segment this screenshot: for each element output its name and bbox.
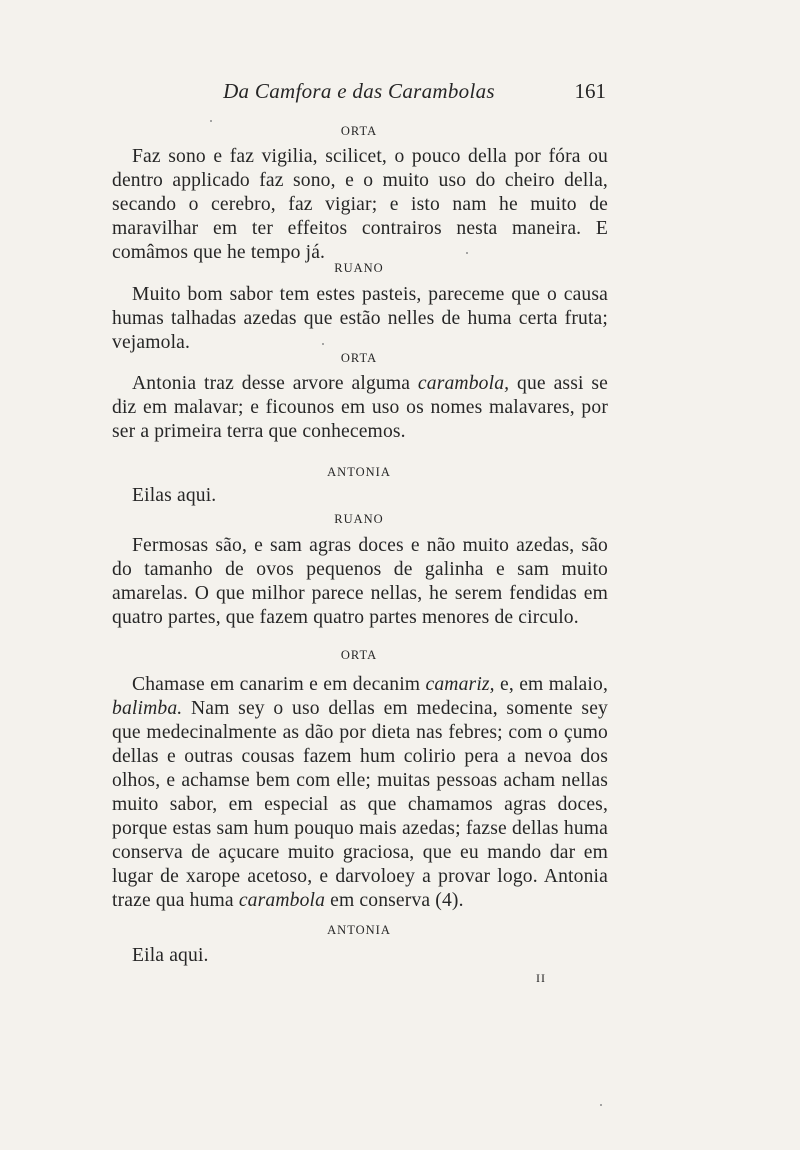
speech-paragraph [112, 484, 608, 508]
paper-speck [210, 120, 212, 122]
speaker-label: RUANO [334, 512, 384, 526]
speaker-label: ORTA [340, 351, 378, 365]
paper-speck [600, 1104, 602, 1106]
speech-text: e, em malaio, [494, 674, 608, 695]
paper-speck [466, 252, 468, 254]
speech-text: Muito bom sabor tem estes pasteis, pareceme que o causa humas talhadas azedas que estão nelles de huma certa fruta; vejamola. [112, 284, 608, 353]
paper-speck [322, 343, 324, 345]
running-head [112, 74, 606, 108]
speaker-label: ANTONIA [327, 465, 391, 479]
speech-text: em conserva (4). [325, 890, 464, 911]
speech-text: que assi se diz em malavar; e ficounos em uso os nomes malavares, por ser a primeira terra que conhecemos. [112, 373, 609, 442]
speech-text: Faz sono e faz vigilia, scilicet, o pouco della por fóra ou dentro applicado faz sono, e o muito uso do cheiro della, secando o cerebro, faz vigiar; e isto nam he muito de maravilhar em ter effeitos contrairos nesta maneira. E comâmos que he tempo já. [112, 146, 608, 263]
speech-text-italic: carambola, [417, 373, 510, 394]
speaker-label: ORTA [340, 124, 378, 138]
speech-paragraph [112, 372, 608, 444]
speech-text-italic: camariz, [425, 674, 495, 695]
speech-text: Chamase em canarim e em decanim [132, 674, 426, 695]
speech-paragraph [112, 283, 608, 355]
speech-text-italic: carambola [238, 890, 326, 911]
signature-mark: II [536, 971, 546, 985]
speech-text-italic: balimba. [112, 698, 183, 719]
speaker-label: ORTA [340, 648, 378, 662]
speech-text: Fermosas são, e sam agras doces e não muito azedas, são do tamanho de ovos pequenos de galinha e sam muito amarelas. O que milhor parece nellas, he serem fendidas em quatro partes, que fazem quatro partes menores de circulo. [112, 535, 608, 628]
running-title: Da Camfora e das Carambolas [223, 79, 495, 103]
speech-text: Antonia traz desse arvore alguma [132, 373, 418, 394]
speech-text: Eila aqui. [132, 945, 209, 966]
speech-paragraph [112, 944, 608, 968]
speech-paragraph [112, 534, 608, 630]
speech-paragraph [112, 145, 608, 265]
speaker-label: ANTONIA [327, 923, 391, 937]
page-number: 161 [574, 79, 606, 103]
speech-text: Nam sey o uso dellas em medecina, somente sey que medecinalmente as dão por dieta nas febres; com o çumo dellas e outras cousas fazem hum colirio pera a nevoa dos olhos, e achamse bem com elle; muitas pessoas acham nellas muito sabor, em especial as que chamamos agras doces, porque estas sam hum pouquo mais azedas; fazse dellas huma conserva de açucare muito graciosa, que eu mando dar em lugar de xarope acetoso, e darvoloey a provar logo. Antonia traze qua huma [112, 698, 608, 911]
speaker-label: RUANO [334, 261, 384, 275]
speech-paragraph [112, 673, 608, 913]
speech-text: Eilas aqui. [132, 485, 217, 506]
